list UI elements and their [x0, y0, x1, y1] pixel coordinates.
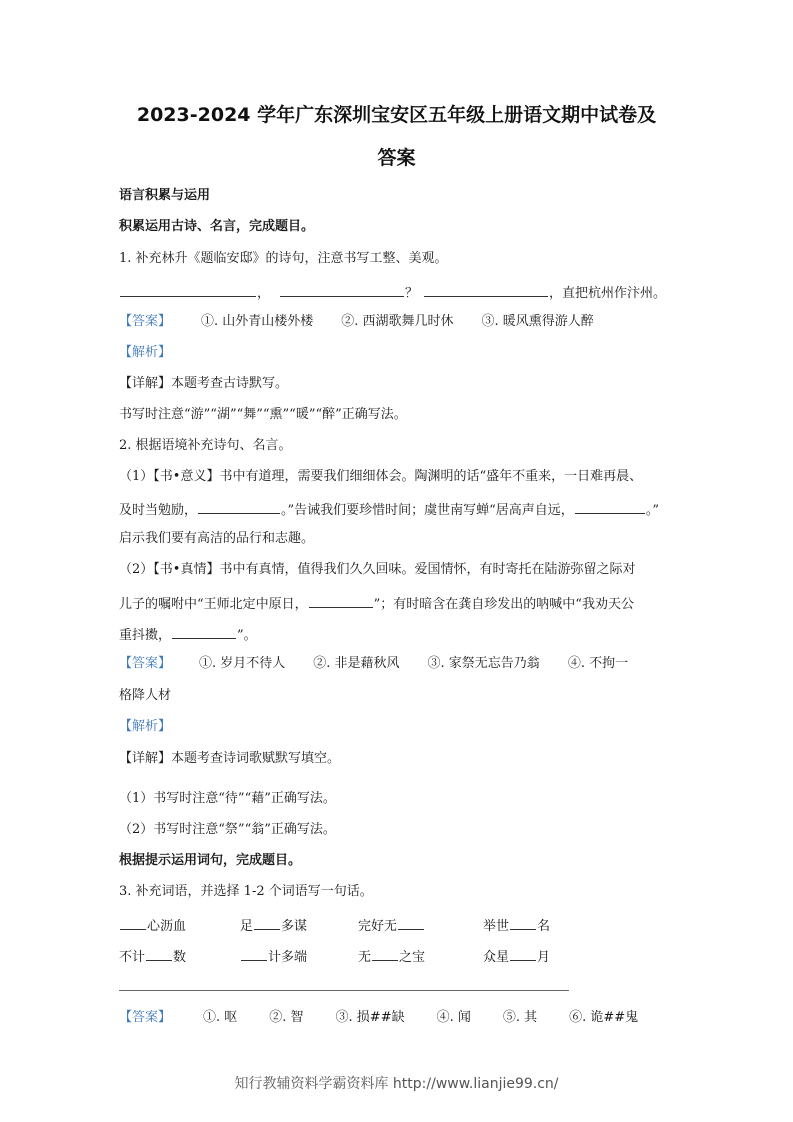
answer-blank — [510, 917, 536, 930]
question-1-detail: 【详解】本题考查古诗默写。 — [119, 376, 289, 391]
word-item: 举世 名 — [483, 919, 551, 934]
answer-blank — [254, 917, 280, 930]
answer-blank — [372, 948, 398, 961]
question-1-note: 书写时注意“游”“湖”“舞”“熏”“暖”“醉”正确写法。 — [119, 407, 407, 422]
answer-item: ③. 损##缺 — [335, 1010, 405, 1025]
answer-blank — [424, 284, 548, 297]
document-title-line1: 2023-2024 学年广东深圳宝安区五年级上册语文期中试卷及 — [136, 104, 657, 126]
word-item: 足 多谋 — [240, 919, 308, 934]
question-1-stem: 1. 补充林升《题临安邸》的诗句，注意书写工整、美观。 — [119, 251, 448, 266]
answer-blank — [146, 948, 172, 961]
answer-tag: 【答案】 — [119, 656, 172, 671]
answer-item: ②. 智 — [269, 1010, 304, 1025]
question-2-part1-line1: （1）【书•意义】书中有道理，需要我们细细体会。陶渊明的话“盛年不重来，一日难再晨、 — [119, 469, 643, 484]
footer-watermark[interactable]: 知行教辅资料学霸资料库 http://www.lianjie99.cn/ — [234, 1076, 559, 1092]
answer-blank — [198, 501, 280, 514]
answer-item: ①. 呕 — [203, 1010, 238, 1025]
question-1-answer — [119, 315, 594, 328]
answer-blank — [575, 501, 645, 514]
word-item: 完好无 — [358, 917, 425, 933]
question-2-detail: 【详解】本题考查诗词歌赋默写填空。 — [119, 751, 341, 766]
question-2-note-2: （2）书写时注意“祭”“翁”正确写法。 — [119, 822, 336, 837]
question-2-answer — [119, 657, 628, 670]
answer-item: ②. 西湖歌舞几时休 — [341, 314, 454, 329]
question-2-stem: 2. 根据语境补充诗句、名言。 — [119, 438, 292, 453]
punctuation: ， — [257, 286, 271, 301]
subsection-heading: 积累运用古诗、名言，完成题目。 — [119, 219, 315, 234]
verse-tail: ，直把杭州作汴州。 — [549, 286, 667, 301]
word-item: 众星 月 — [483, 950, 551, 965]
answer-blank — [120, 284, 256, 297]
punctuation: ？ — [405, 286, 419, 301]
answer-blank — [120, 917, 146, 930]
document-title-line2: 答案 — [377, 147, 416, 169]
question-2-part1-line3: 启示我们要有高洁的品行和志趣。 — [119, 531, 315, 546]
analysis-tag: 【解析】 — [119, 345, 172, 360]
writing-line — [119, 990, 569, 991]
text-fragment: 。” — [645, 503, 659, 518]
answer-item: ⑥. 诡##鬼 — [569, 1010, 639, 1025]
word-item: 不计 数 — [119, 950, 187, 965]
question-2-note-1: （1）书写时注意“待”“藉”正确写法。 — [119, 791, 336, 806]
text-fragment: 儿子的嘱咐中“王师北定中原日， — [119, 597, 308, 612]
question-3-stem: 3. 补充词语，并选择 1-2 个词语写一句话。 — [119, 884, 373, 899]
word-item: 心沥血 — [119, 917, 186, 933]
text-fragment: ”；有时暗含在龚自珍发出的呐喊中“我劝天公 — [373, 597, 634, 612]
answer-item: ④. 闻 — [436, 1010, 471, 1025]
analysis-tag: 【解析】 — [119, 719, 172, 734]
question-2-part1-line2 — [119, 501, 659, 517]
answer-blank — [309, 595, 373, 608]
answer-blank — [241, 948, 267, 961]
text-fragment: 重抖擞， — [119, 628, 172, 643]
answer-blank — [398, 917, 424, 930]
text-fragment: 及时当勉励， — [119, 503, 198, 518]
answer-item: ③. 暖风熏得游人醉 — [481, 314, 594, 329]
answer-item: ①. 岁月不待人 — [199, 656, 286, 671]
question-1-fill-line — [119, 284, 666, 300]
text-fragment: 。”告诫我们要珍惜时间；虞世南写蝉“居高声自远， — [281, 503, 574, 518]
word-item: 计多端 — [240, 948, 307, 964]
section-heading: 语言积累与运用 — [119, 188, 211, 203]
question-2-answer-continued: 格降人材 — [119, 688, 172, 703]
answer-tag: 【答案】 — [119, 314, 172, 329]
question-3-answer — [119, 1011, 638, 1024]
answer-item: ②. 非是藉秋风 — [313, 656, 400, 671]
answer-item: ①. 山外青山楼外楼 — [201, 314, 314, 329]
word-item: 无 之宝 — [358, 950, 426, 965]
answer-item: ④. 不拘一 — [567, 656, 629, 671]
answer-blank — [510, 948, 536, 961]
question-2-part2-line2 — [119, 595, 634, 611]
answer-blank — [280, 284, 404, 297]
subsection-heading: 根据提示运用词句，完成题目。 — [119, 853, 302, 868]
question-2-part2-line3 — [119, 626, 257, 642]
answer-blank — [172, 626, 236, 639]
answer-item: ⑤. 其 — [502, 1010, 538, 1025]
answer-tag: 【答案】 — [119, 1010, 172, 1025]
question-2-part2-line1: （2）【书•真情】书中有真情，值得我们久久回味。爱国情怀，有时寄托在陆游弥留之际对 — [119, 562, 636, 577]
answer-item: ③. 家祭无忘告乃翁 — [427, 656, 540, 671]
text-fragment: ”。 — [237, 628, 257, 643]
